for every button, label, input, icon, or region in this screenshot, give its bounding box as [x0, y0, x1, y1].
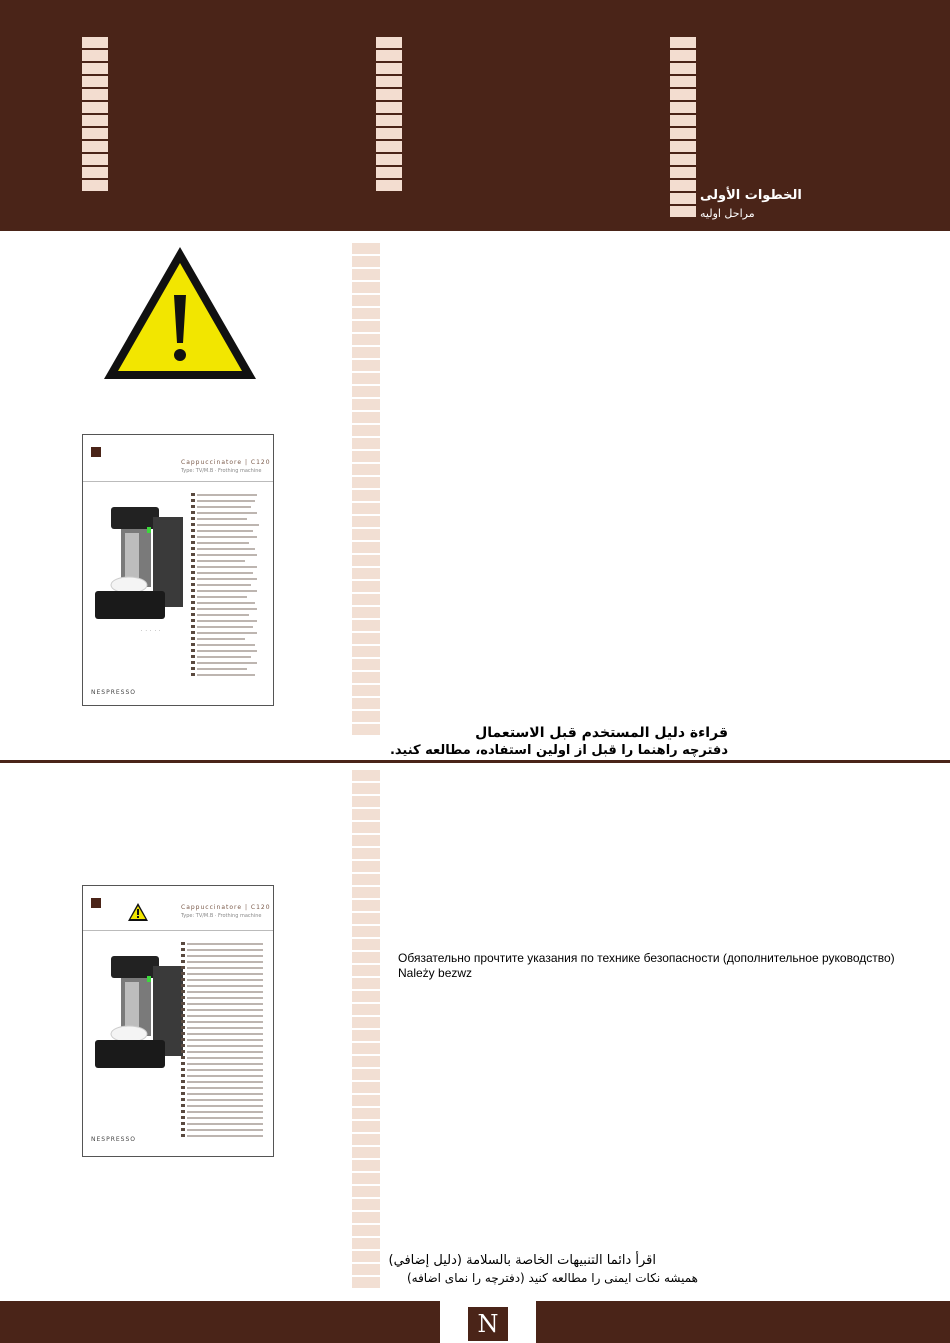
- manual-brand: NESPRESSO: [91, 689, 137, 696]
- warning-triangle-icon: [127, 902, 149, 922]
- safety-instruction-arabic: اقرأ دائما التنبيهات الخاصة بالسلامة (دليل إضافي): [388, 1253, 656, 1268]
- safety-instruction-russian: Обязательно прочтите указания по технике безопасности (дополнительное руководство): [398, 951, 895, 965]
- safety-instruction-polish: Należy bezwz: [398, 966, 473, 980]
- language-cell-column: [376, 37, 402, 193]
- nespresso-n-logo-icon: [91, 447, 101, 457]
- user-manual-cover: [82, 434, 274, 706]
- language-cell-column: [670, 37, 696, 219]
- nespresso-n-logo-icon: N: [468, 1307, 508, 1341]
- coffee-machine-icon: [91, 507, 191, 623]
- manual-title: Cappuccinatore | C120: [181, 904, 271, 911]
- nespresso-n-logo-icon: [91, 898, 101, 908]
- manual-subtitle: Type: TV/M.B · Frothing machine: [181, 913, 262, 919]
- language-cell-column: [82, 37, 108, 193]
- section-divider: [0, 760, 950, 763]
- safety-manual-cover: [82, 885, 274, 1157]
- footer-logo: [440, 1301, 536, 1343]
- manual-cover-brand: · · · · ·: [141, 628, 162, 633]
- manual-title: Cappuccinatore | C120: [181, 459, 271, 466]
- language-cell-strip: [352, 243, 380, 737]
- manual-subtitle: Type: TV/M.B · Frothing machine: [181, 468, 262, 474]
- read-manual-persian: دفترچه راهنما را قبل از اولین استفاده، مطالعه کنید.: [389, 743, 728, 758]
- read-manual-arabic: قراءة دليل المستخدم قبل الاستعمال: [475, 725, 728, 741]
- warning-triangle-icon: [100, 243, 260, 387]
- header-band: [0, 0, 950, 231]
- manual-brand: NESPRESSO: [91, 1136, 137, 1143]
- language-cell-strip: [352, 770, 380, 1290]
- header-title-persian: مراحل اولیه: [700, 207, 755, 220]
- header-title-arabic: الخطوات الأولى: [700, 188, 802, 203]
- coffee-machine-icon: [91, 956, 191, 1072]
- safety-instruction-persian: همیشه نکات ایمنی را مطالعه کنید (دفترچه را نمای اضافه): [406, 1271, 698, 1285]
